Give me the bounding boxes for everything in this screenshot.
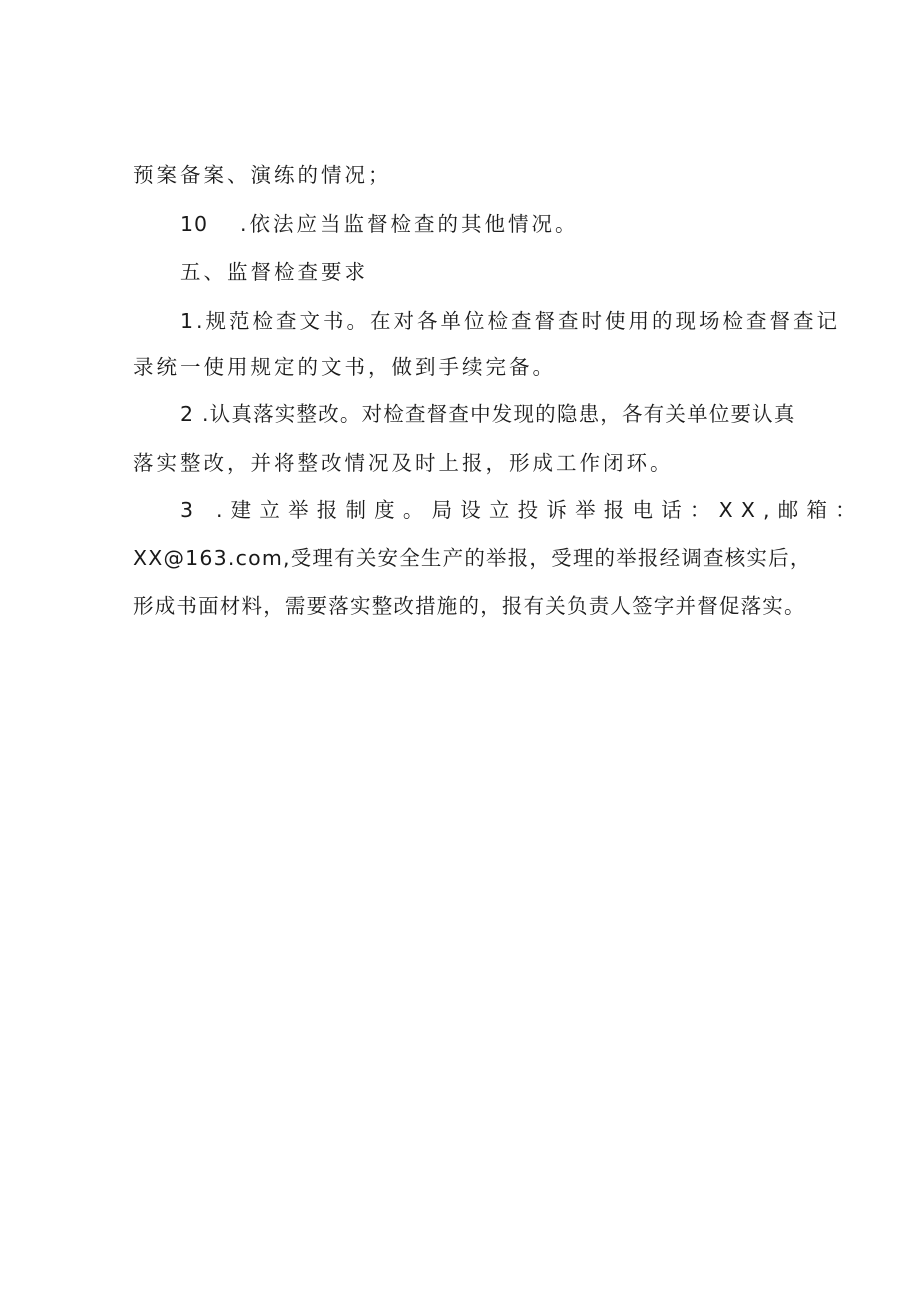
paragraph-3-line-3: 形成书面材料，需要落实整改措施的，报有关负责人签字并督促落实。 xyxy=(133,594,806,618)
paragraph-2-line-2: 落实整改，并将整改情况及时上报，形成工作闭环。 xyxy=(133,451,674,475)
list-item-10 xyxy=(180,211,579,237)
section-heading-requirements: 五、监督检查要求 xyxy=(180,260,368,284)
paragraph-3-line-1: 3 .建立举报制度。局设立投诉举报电话：XX,邮箱： xyxy=(180,498,864,522)
paragraph-3-line-2: XX@163.com,受理有关安全生产的举报，受理的举报经调查核实后， xyxy=(133,546,812,570)
paragraph-1-line-2: 录统一使用规定的文书，做到手续完备。 xyxy=(133,355,556,379)
list-item-number: 10 xyxy=(180,212,209,236)
list-item-text: .依法应当监督检查的其他情况。 xyxy=(240,212,579,236)
paragraph-1-line-1: 1.规范检查文书。在对各单位检查督查时使用的现场检查督查记 xyxy=(180,309,841,333)
paragraph-2-line-1: 2 .认真落实整改。对检查督查中发现的隐患，各有关单位要认真 xyxy=(180,402,796,426)
text-line-emergency-plan: 预案备案、演练的情况； xyxy=(133,163,392,187)
